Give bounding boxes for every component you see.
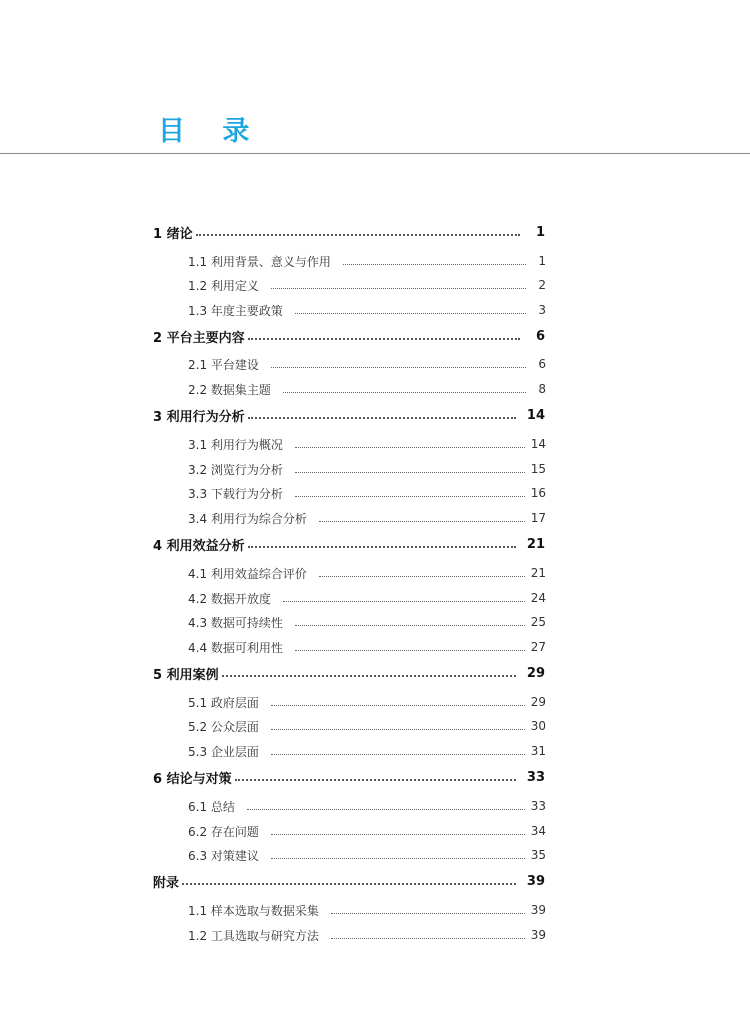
toc-chapter-entry[interactable] <box>153 870 545 892</box>
dot-leader <box>271 834 525 835</box>
dot-leader <box>319 576 525 577</box>
toc-page-number: 8 <box>538 382 546 396</box>
toc-section-entry[interactable] <box>188 715 546 737</box>
toc-section-entry[interactable] <box>188 562 546 584</box>
toc-entry-label: 6.3 对策建议 <box>188 848 259 863</box>
toc-section-entry[interactable] <box>188 691 546 713</box>
toc-page-number: 6 <box>535 328 545 344</box>
toc-section-entry[interactable] <box>188 636 546 658</box>
dot-leader <box>295 447 525 448</box>
toc-entry-label: 3.4 利用行为综合分析 <box>188 511 307 526</box>
toc-entry-label: 1.1 利用背景、意义与作用 <box>188 254 331 269</box>
toc-page-number: 24 <box>530 591 546 605</box>
dot-leader <box>295 472 525 473</box>
toc-page-number: 27 <box>530 640 546 654</box>
toc-section-entry[interactable] <box>188 820 546 842</box>
toc-chapter-entry[interactable] <box>153 404 545 426</box>
toc-page-number: 21 <box>530 566 546 580</box>
toc-section-entry[interactable] <box>188 299 546 321</box>
toc-section-entry[interactable] <box>188 250 546 272</box>
toc-page-number: 29 <box>526 665 545 681</box>
toc-page-number: 1 <box>535 224 545 240</box>
toc-section-entry[interactable] <box>188 611 546 633</box>
toc-page-number: 1 <box>538 254 546 268</box>
dot-leader <box>331 913 525 914</box>
toc-page-number: 6 <box>538 357 546 371</box>
toc-entry-label: 4.4 数据可利用性 <box>188 640 283 655</box>
toc-page-number: 35 <box>530 848 546 862</box>
toc-section-entry[interactable] <box>188 458 546 480</box>
dot-leader <box>331 938 525 939</box>
dot-leader <box>271 858 525 859</box>
dot-leader <box>271 754 525 755</box>
toc-page-number: 39 <box>526 873 545 889</box>
dot-leader <box>295 313 526 314</box>
dot-leader <box>295 650 525 651</box>
toc-section-entry[interactable] <box>188 795 546 817</box>
toc-entry-label: 1.2 利用定义 <box>188 278 259 293</box>
dot-leader <box>343 264 526 265</box>
dot-leader <box>271 367 526 368</box>
toc-section-entry[interactable] <box>188 740 546 762</box>
dot-leader <box>271 705 525 706</box>
dot-leader <box>182 883 516 885</box>
toc-entry-label: 5 利用案例 <box>153 667 219 683</box>
page-title: 目 录 <box>158 116 264 147</box>
toc-entry-label: 1.2 工具选取与研究方法 <box>188 928 319 943</box>
toc-section-entry[interactable] <box>188 899 546 921</box>
toc-page-number: 25 <box>530 615 546 629</box>
toc-section-entry[interactable] <box>188 378 546 400</box>
toc-entry-label: 5.1 政府层面 <box>188 695 259 710</box>
toc-entry-label: 3 利用行为分析 <box>153 409 245 425</box>
toc-chapter-entry[interactable] <box>153 325 545 347</box>
toc-page-number: 31 <box>530 744 546 758</box>
dot-leader <box>235 779 516 781</box>
toc-entry-label: 6.2 存在问题 <box>188 824 259 839</box>
toc-page-number: 29 <box>530 695 546 709</box>
toc-entry-label: 5.2 公众层面 <box>188 719 259 734</box>
toc-entry-label: 4.2 数据开放度 <box>188 591 271 606</box>
toc-entry-label: 6.1 总结 <box>188 799 235 814</box>
toc-entry-label: 6 结论与对策 <box>153 771 232 787</box>
toc-entry-label: 2 平台主要内容 <box>153 330 245 346</box>
toc-page-number: 30 <box>530 719 546 733</box>
toc-entry-label: 2.1 平台建设 <box>188 357 259 372</box>
dot-leader <box>222 675 516 677</box>
dot-leader <box>247 809 525 810</box>
dot-leader <box>248 338 520 340</box>
toc-page-number: 15 <box>530 462 546 476</box>
toc-chapter-entry[interactable] <box>153 533 545 555</box>
toc-section-entry[interactable] <box>188 433 546 455</box>
dot-leader <box>319 521 525 522</box>
toc-chapter-entry[interactable] <box>153 221 545 243</box>
toc-entry-label: 附录 <box>153 875 180 891</box>
toc-page-number: 17 <box>530 511 546 525</box>
toc-section-entry[interactable] <box>188 924 546 946</box>
toc-page-number: 33 <box>526 769 545 785</box>
toc-page-number: 3 <box>538 303 546 317</box>
toc-chapter-entry[interactable] <box>153 766 545 788</box>
toc-page-number: 14 <box>526 407 545 423</box>
toc-entry-label: 3.3 下载行为分析 <box>188 486 283 501</box>
dot-leader <box>248 417 516 419</box>
toc-page-number: 33 <box>530 799 546 813</box>
toc-entry-label: 5.3 企业层面 <box>188 744 259 759</box>
toc-entry-label: 4.1 利用效益综合评价 <box>188 566 307 581</box>
dot-leader <box>271 288 526 289</box>
toc-section-entry[interactable] <box>188 353 546 375</box>
toc-page-number: 2 <box>538 278 546 292</box>
toc-chapter-entry[interactable] <box>153 662 545 684</box>
toc-page-number: 21 <box>526 536 545 552</box>
toc-section-entry[interactable] <box>188 507 546 529</box>
toc-entry-label: 3.2 浏览行为分析 <box>188 462 283 477</box>
dot-leader <box>248 546 516 548</box>
toc-page-number: 16 <box>530 486 546 500</box>
dot-leader <box>196 234 520 236</box>
dot-leader <box>295 625 525 626</box>
toc-entry-label: 3.1 利用行为概况 <box>188 437 283 452</box>
toc-page-number: 39 <box>530 903 546 917</box>
dot-leader <box>283 392 526 393</box>
toc-entry-label: 1.1 样本选取与数据采集 <box>188 903 319 918</box>
toc-entry-label: 2.2 数据集主题 <box>188 382 271 397</box>
toc-entry-label: 1 绪论 <box>153 226 193 242</box>
toc-page-number: 14 <box>530 437 546 451</box>
toc-entry-label: 4.3 数据可持续性 <box>188 615 283 630</box>
dot-leader <box>295 496 525 497</box>
dot-leader <box>283 601 525 602</box>
toc-section-entry[interactable] <box>188 844 546 866</box>
toc-entry-label: 1.3 年度主要政策 <box>188 303 283 318</box>
toc-page-number: 34 <box>530 824 546 838</box>
toc-section-entry[interactable] <box>188 482 546 504</box>
toc-section-entry[interactable] <box>188 587 546 609</box>
toc-section-entry[interactable] <box>188 274 546 296</box>
toc-page-number: 39 <box>530 928 546 942</box>
toc-entry-label: 4 利用效益分析 <box>153 538 245 554</box>
dot-leader <box>271 729 525 730</box>
